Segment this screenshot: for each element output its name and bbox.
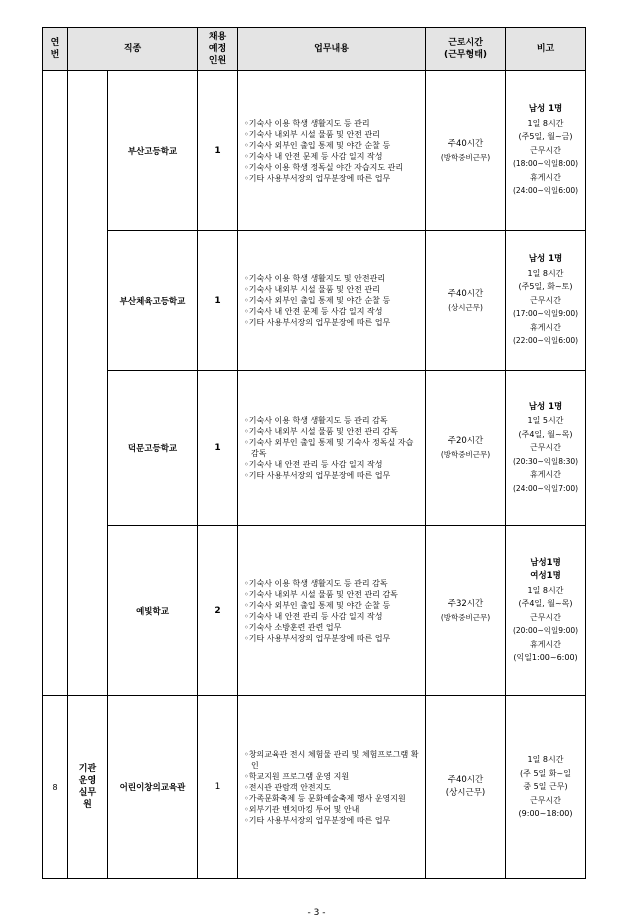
- note-line: 1일 8시간: [527, 755, 564, 765]
- note-line: (주5일, 월~금): [518, 132, 573, 142]
- duty-item: ◦기숙사 이용 학생 생활지도 등 관리 감독: [244, 416, 388, 425]
- table-row: [43, 71, 586, 231]
- note-line: (주4일, 월~목): [518, 599, 573, 608]
- note-line: (22:00~익일6:00): [512, 336, 579, 346]
- school-name: 부산고등학교: [108, 71, 198, 231]
- note-line: 근무시간: [530, 295, 561, 305]
- planned-count: 1: [198, 71, 238, 231]
- hours-type: (방학중비근무): [440, 612, 491, 622]
- note-title: 남성1명: [530, 557, 561, 568]
- planned-count: 2: [198, 526, 238, 696]
- note-line: (20:00~익일9:00): [512, 626, 579, 635]
- note-line: (9:00~18:00): [518, 809, 573, 819]
- duty-item: ◦전시관 관람객 안전지도: [244, 782, 332, 792]
- hours-value: 주32시간: [447, 598, 484, 609]
- duty-item: ◦기숙사 내외부 시설 물품 및 안전 관리 감독: [244, 427, 398, 436]
- planned-count: 1: [198, 231, 238, 371]
- duty-item: ◦기숙사 내 안전 문제 등 사감 일지 작성: [244, 151, 383, 161]
- note-line: (주4일, 월~목): [518, 429, 573, 439]
- duty-item: ◦기숙사 내외부 시설 물품 및 안전 관리: [244, 285, 380, 294]
- note-line: 근무시간: [530, 443, 561, 453]
- duty-cell: [238, 371, 426, 526]
- table-row: [43, 231, 586, 371]
- duty-item: ◦기타 사용부서장의 업무분장에 따른 업무: [244, 633, 391, 643]
- note-line: (24:00~익일7:00): [512, 483, 579, 493]
- header-job: 직종: [68, 28, 198, 71]
- hours-value: 주40시간: [447, 775, 484, 785]
- note-line: (주5일, 화~토): [518, 282, 573, 292]
- header-no: 연 번: [43, 28, 68, 71]
- duty-item: ◦기숙사 이용 학생 정독실 야간 자습지도 관리: [244, 162, 404, 172]
- note-title: 남성 1명: [528, 104, 563, 115]
- duty-cell: [238, 696, 426, 879]
- note-line: 근무시간: [530, 145, 561, 155]
- note-title: 남성 1명: [528, 401, 563, 412]
- note-line: (17:00~익일9:00): [512, 309, 579, 319]
- duty-item: ◦기타 사용부서장의 업무분장에 따른 업무: [244, 815, 391, 825]
- school-name: 덕문고등학교: [108, 371, 198, 526]
- duty-item: ◦기숙사 외부인 출입 통제 및 야간 순찰 등: [244, 600, 391, 610]
- note-cell: [506, 526, 586, 696]
- duty-item: ◦기숙사 이용 학생 생활지도 등 관리: [244, 118, 370, 128]
- duty-cell: [238, 231, 426, 371]
- hours-value: 주40시간: [447, 138, 484, 149]
- note-title: 여성1명: [530, 571, 561, 581]
- note-line: 휴게시간: [530, 322, 561, 332]
- job-group: 기관 운영 실무 원: [68, 696, 108, 879]
- note-line: 휴게시간: [530, 639, 561, 649]
- note-line: 1일 8시간: [527, 118, 564, 128]
- note-cell: [506, 71, 586, 231]
- header-planned: 채용 예정 인원: [198, 28, 238, 71]
- hours-cell: [426, 696, 506, 879]
- note-line: 1일 5시간: [527, 416, 564, 426]
- note-line: (24:00~익일6:00): [512, 186, 579, 196]
- duty-item: ◦가족문화축제 등 문화예술축제 행사 운영지원: [244, 793, 406, 803]
- duty-item: ◦기숙사 외부인 출입 통제 및 야간 순찰 등: [244, 140, 391, 150]
- row-number: 8: [43, 696, 68, 879]
- duty-item: ◦기숙사 내외부 시설 물품 및 안전 관리 감독: [244, 589, 398, 599]
- note-line: (18:00~익일8:00): [512, 159, 579, 169]
- duty-cell: [238, 526, 426, 696]
- note-line: (익일1:00~6:00): [513, 653, 578, 662]
- hours-cell: [426, 526, 506, 696]
- duty-item: ◦기타 사용부서장의 업무분장에 따른 업무: [244, 471, 391, 480]
- hours-cell: [426, 231, 506, 371]
- duty-item: ◦기숙사 내 안전 관리 등 사감 일지 작성: [244, 460, 383, 469]
- hours-type: (상시근무): [448, 302, 483, 312]
- table-row: [43, 696, 586, 879]
- header-hours: 근로시간 (근무형태): [426, 28, 506, 71]
- hours-cell: [426, 371, 506, 526]
- note-line: 근무시간: [530, 795, 561, 805]
- job-table: [42, 27, 586, 879]
- note-line: 1일 8시간: [527, 585, 564, 595]
- duty-item: ◦기숙사 이용 학생 생활지도 및 안전관리: [244, 274, 386, 283]
- note-cell: [506, 696, 586, 879]
- duty-item: ◦기숙사 내 안전 문제 등 사감 일지 작성: [244, 307, 383, 316]
- planned-count: 1: [198, 371, 238, 526]
- duty-cell: [238, 71, 426, 231]
- school-name: 부산체육고등학교: [108, 231, 198, 371]
- note-line: (20:30~익일8:30): [512, 456, 579, 466]
- duty-item: ◦기타 사용부서장의 업무분장에 따른 업무: [244, 173, 391, 183]
- page-number: - 3 -: [307, 908, 326, 918]
- hours-type: (방학중비근무): [440, 152, 491, 162]
- school-name: 예빛학교: [108, 526, 198, 696]
- hours-value: 주20시간: [447, 436, 484, 446]
- table-row: [43, 526, 586, 696]
- duty-item: ◦기숙사 외부인 출입 통제 및 기숙사 정독실 자습 감독: [244, 438, 414, 458]
- header-row: [43, 28, 586, 71]
- duty-item: ◦창의교육관 전시 체험물 관리 및 체험프로그램 확인: [244, 749, 419, 770]
- table-row: [43, 371, 586, 526]
- hours-type: (방학중비근무): [440, 450, 491, 459]
- hours-value: 주40시간: [447, 288, 484, 299]
- duty-item: ◦기타 사용부서장의 업무분장에 따른 업무: [244, 318, 391, 327]
- no-cell-empty: [43, 71, 68, 696]
- note-line: 휴게시간: [530, 470, 561, 480]
- note-line: (주 5일 화~일: [520, 768, 571, 778]
- header-note: 비고: [506, 28, 586, 71]
- note-cell: [506, 231, 586, 371]
- hours-type: (상시근무): [445, 788, 486, 798]
- hours-cell: [426, 71, 506, 231]
- duty-item: ◦기숙사 내외부 시설 물품 및 안전 관리: [244, 129, 380, 139]
- note-line: 휴게시간: [530, 172, 561, 182]
- note-title: 남성 1명: [528, 254, 563, 265]
- header-duty: 업무내용: [238, 28, 426, 71]
- note-cell: [506, 371, 586, 526]
- note-line: 중 5일 근무): [523, 782, 568, 792]
- note-line: 1일 8시간: [527, 268, 564, 278]
- group-cell-empty: [68, 71, 108, 696]
- duty-item: ◦기숙사 내 안전 관리 등 사감 일지 작성: [244, 611, 383, 621]
- duty-item: ◦기숙사 이용 학생 생활지도 등 관리 감독: [244, 578, 388, 588]
- duty-item: ◦기숙사 소방훈련 관련 업무: [244, 622, 342, 632]
- planned-count: 1: [198, 696, 238, 879]
- school-name: 어린이창의교육관: [108, 696, 198, 879]
- duty-item: ◦외부기관 벤치마킹 투어 및 안내: [244, 804, 360, 814]
- note-line: 근무시간: [530, 612, 561, 622]
- duty-item: ◦학교지원 프로그램 운영 지원: [244, 771, 350, 781]
- duty-item: ◦기숙사 외부인 출입 통제 및 야간 순찰 등: [244, 296, 391, 305]
